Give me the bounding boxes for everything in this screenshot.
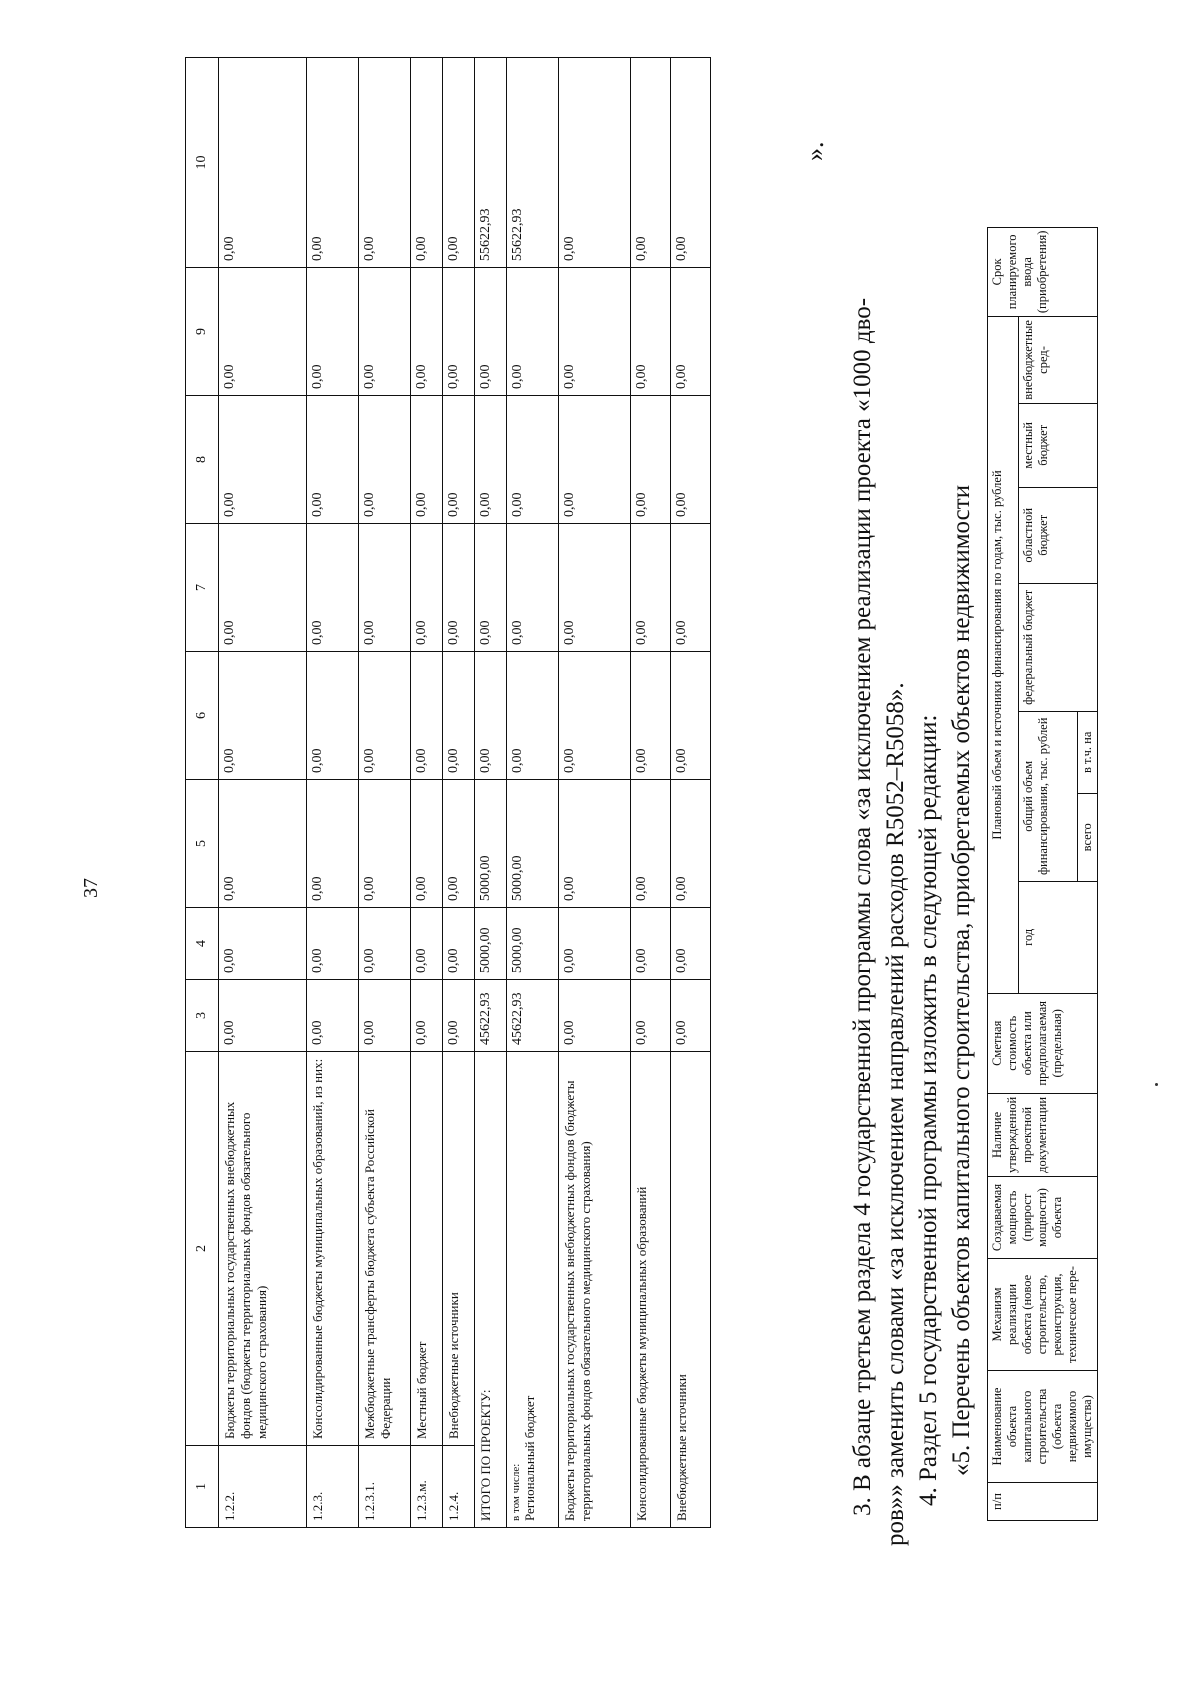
header-federal: федеральный бюджет <box>1019 583 1098 711</box>
cell: 0,00 <box>671 58 711 268</box>
cell: 0,00 <box>443 396 475 524</box>
cell: 0,00 <box>219 780 307 908</box>
col-number: 9 <box>186 268 219 396</box>
cell: 5000,00 <box>507 908 559 980</box>
col-number: 4 <box>186 908 219 980</box>
cell: 0,00 <box>631 58 671 268</box>
cell: 0,00 <box>559 58 631 268</box>
cell: 5000,00 <box>507 780 559 908</box>
cell: 0,00 <box>359 524 411 652</box>
cell: 0,00 <box>443 58 475 268</box>
row-name: Внебюджетные источники <box>443 1052 475 1446</box>
cell: 0,00 <box>559 396 631 524</box>
cell: 55622,93 <box>475 58 507 268</box>
row-number: 1.2.3.1. <box>359 1446 411 1528</box>
col-number: 1 <box>186 1446 219 1528</box>
row-number: 1.2.2. <box>219 1446 307 1528</box>
scan-speck <box>1155 1083 1158 1086</box>
cell: 0,00 <box>671 652 711 780</box>
header-local: местный бюджет <box>1019 403 1098 487</box>
cell: 0,00 <box>507 652 559 780</box>
cell: 5000,00 <box>475 780 507 908</box>
header-name: Наименование объекта капитального строительства (объекта недвижимого имущества) <box>988 1371 1098 1483</box>
funds-row <box>559 58 631 1528</box>
cell: 0,00 <box>507 396 559 524</box>
cell: 0,00 <box>671 268 711 396</box>
cell: 0,00 <box>671 908 711 980</box>
header-cost: Сметная стоимость объекта или предполагаемая (предельная) <box>988 993 1098 1093</box>
cell: 0,00 <box>631 980 671 1052</box>
incl-label: в том числе: <box>510 1463 522 1521</box>
cell: 0,00 <box>631 780 671 908</box>
cell: 0,00 <box>359 268 411 396</box>
column-number-row <box>186 58 219 1528</box>
cell: 0,00 <box>559 780 631 908</box>
cell: 0,00 <box>507 524 559 652</box>
total-label: ИТОГО ПО ПРОЕКТУ: <box>475 1052 507 1528</box>
cell: 0,00 <box>411 980 443 1052</box>
cell: 0,00 <box>631 652 671 780</box>
regional-name: Региональный бюджет <box>522 1395 537 1521</box>
cell: 0,00 <box>443 908 475 980</box>
paragraph-3-line-2: ров»» заменить словами «за исключением направлений расходов R5052–R5058». <box>882 682 909 1546</box>
row-name: Местный бюджет <box>411 1052 443 1446</box>
header-total-volume: общий объем финансирования, тыс. рублей <box>1019 711 1078 881</box>
cell: 0,00 <box>307 58 359 268</box>
extra-label: Внебюджетные источники <box>671 1052 711 1528</box>
capital-objects-table <box>987 227 1098 1521</box>
cell: 0,00 <box>411 780 443 908</box>
page-number: 37 <box>80 878 102 898</box>
cell: 0,00 <box>559 268 631 396</box>
munic-row <box>631 58 671 1528</box>
col-number: 7 <box>186 524 219 652</box>
funds-label: Бюджеты территориальных государственных внебюджетных фондов (бюджеты территориальных фондов обязательного медицинского страхования) <box>559 1052 631 1528</box>
cell: 0,00 <box>559 524 631 652</box>
regional-row <box>507 58 559 1528</box>
paragraph-3-line-1: 3. В абзаце третьем раздела 4 государственной программы слова «за исключением реализации проекта «1000 дво- <box>849 297 876 1516</box>
header-num: п/п <box>988 1483 1098 1521</box>
cell: 0,00 <box>411 652 443 780</box>
cell: 0,00 <box>411 268 443 396</box>
cell: 0,00 <box>671 980 711 1052</box>
header-term: Срок планируемого ввода (приобретения) <box>988 227 1098 317</box>
cell: 0,00 <box>475 396 507 524</box>
table-row <box>307 58 359 1528</box>
cell: 0,00 <box>411 524 443 652</box>
row-name: Межбюджетные трансферты бюджета субъекта Российской Федерации <box>359 1052 411 1446</box>
cell: 0,00 <box>411 908 443 980</box>
munic-label: Консолидированные бюджеты муниципальных образований <box>631 1052 671 1528</box>
cell: 0,00 <box>475 524 507 652</box>
cell: 0,00 <box>359 396 411 524</box>
col-number: 3 <box>186 980 219 1052</box>
cell: 55622,93 <box>507 58 559 268</box>
cell: 0,00 <box>219 268 307 396</box>
row-number: 1.2.3.м. <box>411 1446 443 1528</box>
header-incl: в т.ч. на <box>1078 711 1098 793</box>
financing-table <box>185 57 711 1528</box>
header-power: Создаваемая мощность (прирост мощности) объекта <box>988 1177 1098 1259</box>
cell: 0,00 <box>559 652 631 780</box>
cell: 0,00 <box>307 780 359 908</box>
col-number: 10 <box>186 58 219 268</box>
cell: 0,00 <box>475 268 507 396</box>
cell: 0,00 <box>671 524 711 652</box>
cell: 0,00 <box>359 58 411 268</box>
cell: 0,00 <box>443 268 475 396</box>
cell: 0,00 <box>443 524 475 652</box>
cell: 0,00 <box>219 58 307 268</box>
table-row <box>411 58 443 1528</box>
cell: 0,00 <box>631 524 671 652</box>
header-extra: внебюджетные сред- <box>1019 317 1098 404</box>
header-docs: Наличие утвержденной проектной документации <box>988 1093 1098 1176</box>
cell: 0,00 <box>307 524 359 652</box>
cell: 0,00 <box>307 980 359 1052</box>
cell: 0,00 <box>443 652 475 780</box>
cell: 0,00 <box>359 908 411 980</box>
cell: 0,00 <box>359 780 411 908</box>
cell: 0,00 <box>443 980 475 1052</box>
cell: 0,00 <box>359 980 411 1052</box>
header-plan: Плановый объем и источники финансирования по годам, тыс. рублей <box>988 317 1019 994</box>
cell: 0,00 <box>359 652 411 780</box>
row-number: 1.2.3. <box>307 1446 359 1528</box>
row-number: 1.2.4. <box>443 1446 475 1528</box>
cell: 0,00 <box>443 780 475 908</box>
paragraph-4: 4. Раздел 5 государственной программы изложить в следующей редакции: <box>915 714 942 1506</box>
row-name: Консолидированные бюджеты муниципальных образований, из них: <box>307 1052 359 1446</box>
cell: 0,00 <box>559 908 631 980</box>
cell: 0,00 <box>307 908 359 980</box>
cell: 0,00 <box>219 396 307 524</box>
cell: 0,00 <box>219 524 307 652</box>
section-5-title: «5. Перечень объектов капитального строительства, приобретаемых объектов недвижимости <box>948 484 975 1476</box>
header-mechanism: Механизм реализации объекта (новое строительство, реконструкция, техническое пере- <box>988 1259 1098 1371</box>
cell: 0,00 <box>559 980 631 1052</box>
cell: 0,00 <box>631 908 671 980</box>
header-year: год <box>1019 881 1098 993</box>
closing-quote: ». <box>800 141 829 161</box>
cell: 0,00 <box>631 396 671 524</box>
table-row <box>219 58 307 1528</box>
cell: 0,00 <box>475 652 507 780</box>
col-number: 5 <box>186 780 219 908</box>
header-regional: областной бюджет <box>1019 487 1098 583</box>
cell: 0,00 <box>307 268 359 396</box>
header-all: всего <box>1078 793 1098 881</box>
cell: 5000,00 <box>475 908 507 980</box>
row-name: Бюджеты территориальных государственных внебюджетных фондов (бюджеты территориальных фондов обязательного медицинского страхования) <box>219 1052 307 1446</box>
cell: 45622,93 <box>507 980 559 1052</box>
cell: 0,00 <box>507 268 559 396</box>
extra-row <box>671 58 711 1528</box>
cell: 0,00 <box>307 396 359 524</box>
col-number: 6 <box>186 652 219 780</box>
cell: 0,00 <box>219 980 307 1052</box>
total-row <box>475 58 507 1528</box>
col-number: 2 <box>186 1052 219 1446</box>
cell: 0,00 <box>219 652 307 780</box>
cell: 0,00 <box>307 652 359 780</box>
cell: 0,00 <box>631 268 671 396</box>
cell: 0,00 <box>219 908 307 980</box>
table-row <box>443 58 475 1528</box>
cell: 0,00 <box>411 58 443 268</box>
table-row <box>359 58 411 1528</box>
cell: 0,00 <box>411 396 443 524</box>
cell: 45622,93 <box>475 980 507 1052</box>
cell: 0,00 <box>671 780 711 908</box>
regional-label <box>507 1052 559 1528</box>
cell: 0,00 <box>671 396 711 524</box>
col-number: 8 <box>186 396 219 524</box>
